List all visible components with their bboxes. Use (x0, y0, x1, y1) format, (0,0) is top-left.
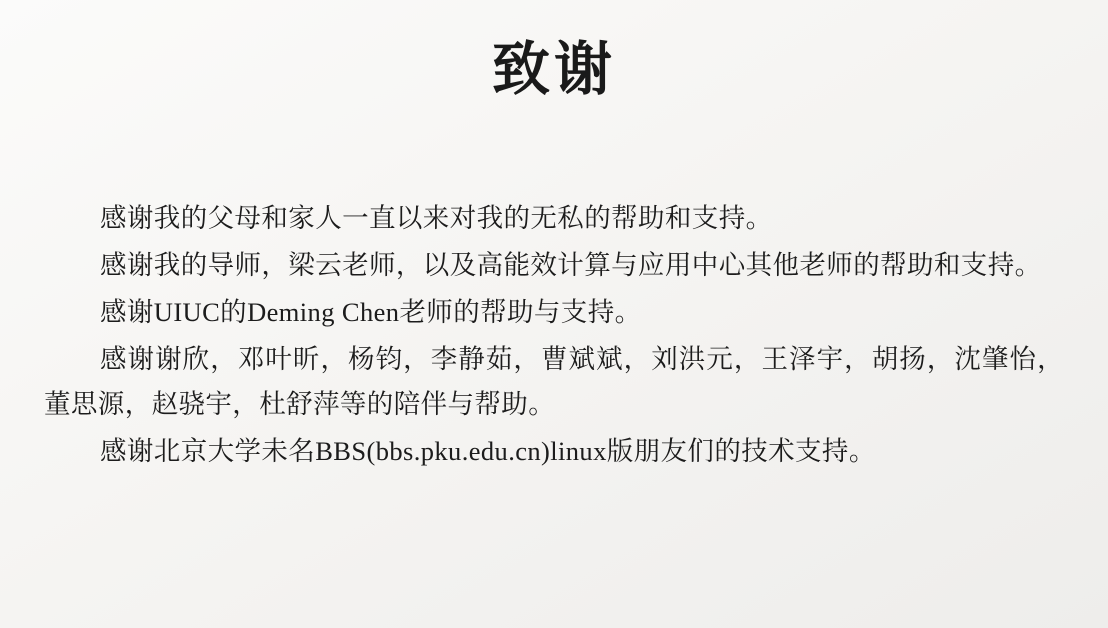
acknowledgement-body (44, 196, 1064, 474)
page-title: 致谢 (491, 35, 616, 103)
paragraph: 感谢我的父母和家人一直以来对我的无私的帮助和支持。 (100, 203, 773, 233)
paragraph: 感谢北京大学未名BBS(bbs.pku.edu.cn)linux版朋友们的技术支持。 (100, 436, 876, 467)
paragraph: 感谢谢欣，邓叶昕，杨钧，李静茹，曹斌斌，刘洪元，王泽宇，胡扬，沈肇怡，董思源，赵骁宇，杜舒萍等的陪伴与帮助。 (44, 344, 1064, 420)
paragraph: 感谢我的导师，梁云老师，以及高能效计算与应用中心其他老师的帮助和支持。 (100, 250, 1042, 281)
paragraph: 感谢UIUC的Deming Chen老师的帮助与支持。 (100, 297, 642, 328)
